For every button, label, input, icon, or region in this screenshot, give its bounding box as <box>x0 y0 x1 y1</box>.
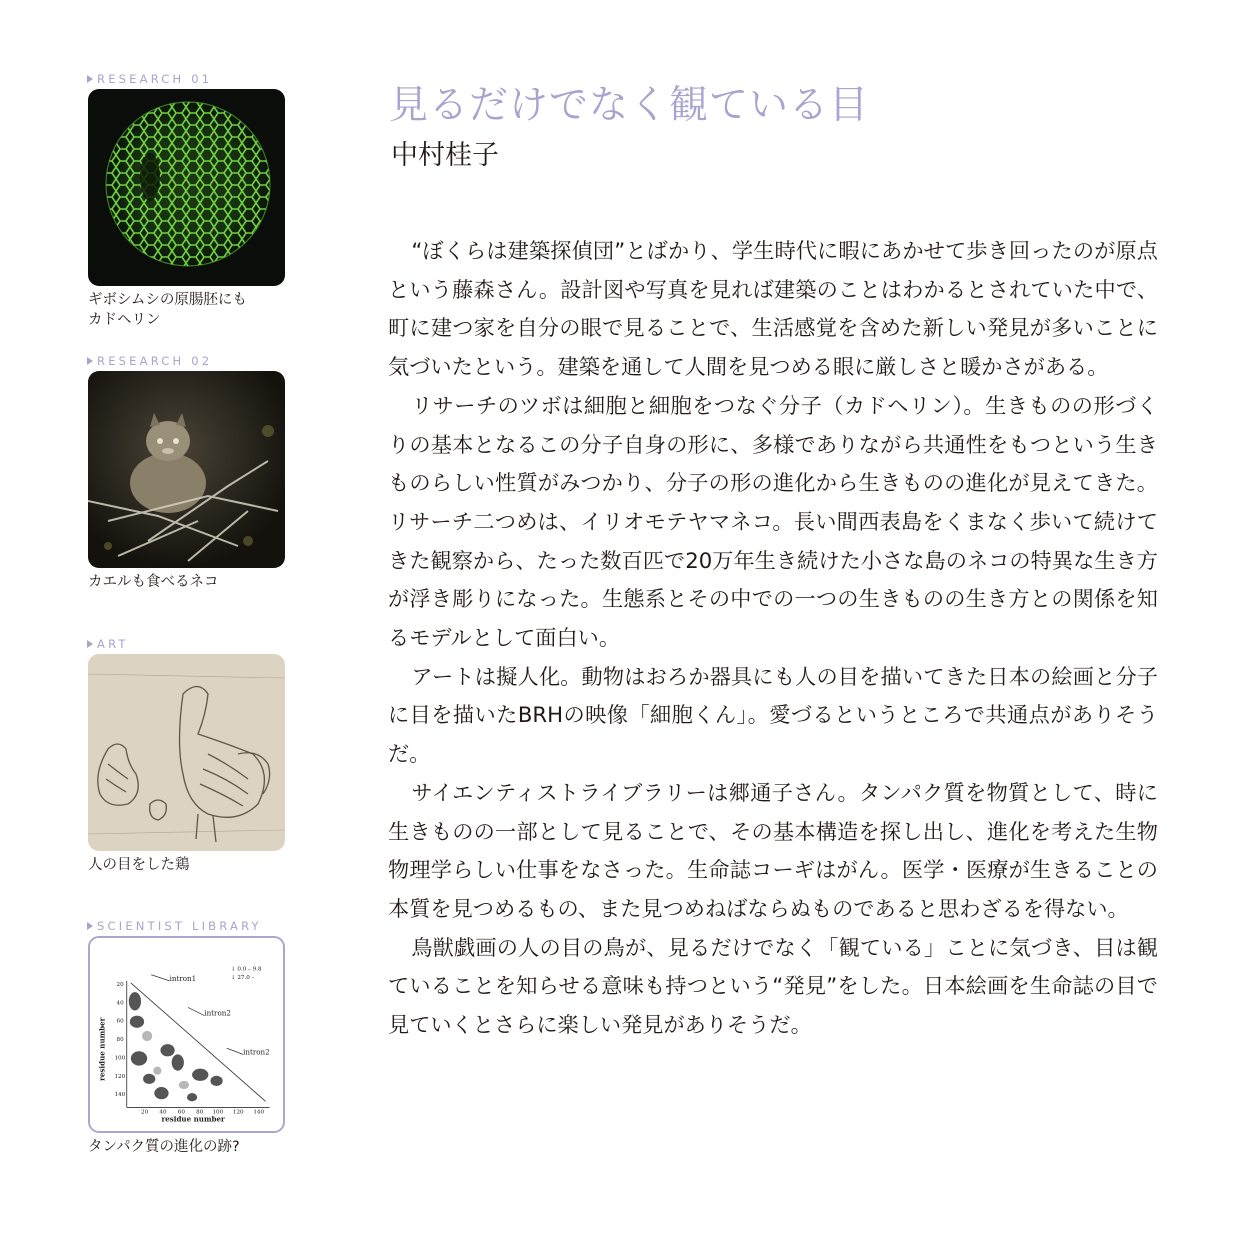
y-tick: 100 <box>114 1055 126 1062</box>
caption-research-02: カエルも食べるネコ <box>88 574 219 590</box>
x-tick: 80 <box>196 1109 204 1116</box>
legend-entry-1: ↓ 0.0 – 9.8 <box>230 966 262 973</box>
x-tick: 20 <box>141 1109 149 1116</box>
section-label-text: ART <box>97 637 129 651</box>
article-paragraph: アートは擬人化。動物はおろか器具にも人の目を描いてきた日本の絵画と分子に目を描いたBRHの映像「細胞くん」。愛づるというところで共通点がありそうだ。 <box>388 663 1158 767</box>
cat-photo <box>88 371 285 568</box>
y-tick: 80 <box>116 1037 124 1044</box>
intron2-label: intron2 <box>204 1008 231 1018</box>
triangle-marker-icon <box>87 640 93 648</box>
contact-map-graphic <box>90 938 285 1133</box>
x-tick: 120 <box>232 1109 244 1116</box>
caption-scientist-library: タンパク質の進化の跡? <box>88 1139 240 1155</box>
section-label-art <box>87 637 129 651</box>
y-tick: 40 <box>116 1000 124 1007</box>
article-paragraph: “ぼくらは建築探偵団”とばかり、学生時代に暇にあかせて歩き回ったのが原点という藤森さん。設計図や写真を見れば建築のことはわかるとされていた中で、町に建つ家を自分の眼で見ることで、生活感覚を含めた新しい発見が多いことに気づいたという。建築を通して人間を見つめる眼に厳しさと暖かさがある。 <box>388 238 1158 380</box>
article-title: 見るだけでなく観ている目 <box>389 83 870 128</box>
embryo-image-graphic <box>88 89 285 286</box>
triangle-marker-icon <box>87 75 93 83</box>
section-label-text: RESEARCH 01 <box>97 72 213 86</box>
rooster-drawing-graphic <box>88 654 285 851</box>
intron2-label-b: intron2 <box>243 1047 270 1057</box>
section-label-scientist-library <box>87 919 262 933</box>
y-tick: 20 <box>116 981 124 988</box>
legend-entry-2: ↓ 27.0 – <box>230 974 255 981</box>
x-axis-label: residue number <box>161 1114 225 1124</box>
triangle-marker-icon <box>87 922 93 930</box>
contact-map-figure <box>88 936 285 1133</box>
cat-photo-graphic <box>88 371 285 568</box>
intron1-label: intron1 <box>169 973 197 983</box>
caption-art: 人の目をした鶏 <box>88 857 190 873</box>
section-label-text: RESEARCH 02 <box>97 354 213 368</box>
x-tick: 140 <box>253 1109 265 1116</box>
y-tick: 120 <box>114 1073 126 1080</box>
article-paragraph: 鳥獣戯画の人の目の鳥が、見るだけでなく「観ている」ことに気づき、目は観ていることを知らせる意味も持つという“発見”をした。日本絵画を生命誌の目で見ていくとさらに楽しい発見がありそうだ。 <box>388 934 1158 1038</box>
rooster-drawing <box>88 654 285 851</box>
section-label-research-01 <box>87 72 212 86</box>
article-paragraph: リサーチのツボは細胞と細胞をつなぐ分子（カドヘリン）。生きものの形づくりの基本となるこの分子自身の形に、多様でありながら共通性をもつという生きものらしい性質がみつかり、分子の形の進化から生きものの進化が見えてきた。リサーチ二つめは、イリオモテヤマネコ。長い間西表島をくまなく歩いて続けてきた観察から、たった数百匹で20万年生き続けた小さな島のネコの特異な生き方が浮き彫りになった。生態系とその中での一つの生きものの生き方との関係を知るモデルとして面白い。 <box>388 392 1158 651</box>
section-label-text: SCIENTIST LIBRARY <box>97 919 262 933</box>
section-label-research-02 <box>87 354 212 368</box>
embryo-image <box>88 89 285 286</box>
caption-research-01: ギボシムシの原腸胚にも カドヘリン <box>88 292 247 328</box>
article-body <box>388 232 1158 1045</box>
x-tick: 40 <box>159 1109 167 1116</box>
article-author: 中村桂子 <box>391 140 499 171</box>
triangle-marker-icon <box>87 357 93 365</box>
article-paragraph: サイエンティストライブラリーは郷通子さん。タンパク質を物質として、時に生きものの一部として見ることで、その基本構造を探し出し、進化を考えた生物物理学らしい仕事をなさった。生命誌コーギはがん。医学・医療が生きることの本質を見つめるもの、また見つめねばならぬものであると思わざるを得ない。 <box>388 779 1158 921</box>
x-tick: 100 <box>212 1109 224 1116</box>
y-tick: 60 <box>116 1018 124 1025</box>
y-axis-label: residue number <box>97 1017 107 1081</box>
y-tick: 140 <box>114 1092 126 1099</box>
x-tick: 60 <box>177 1109 185 1116</box>
